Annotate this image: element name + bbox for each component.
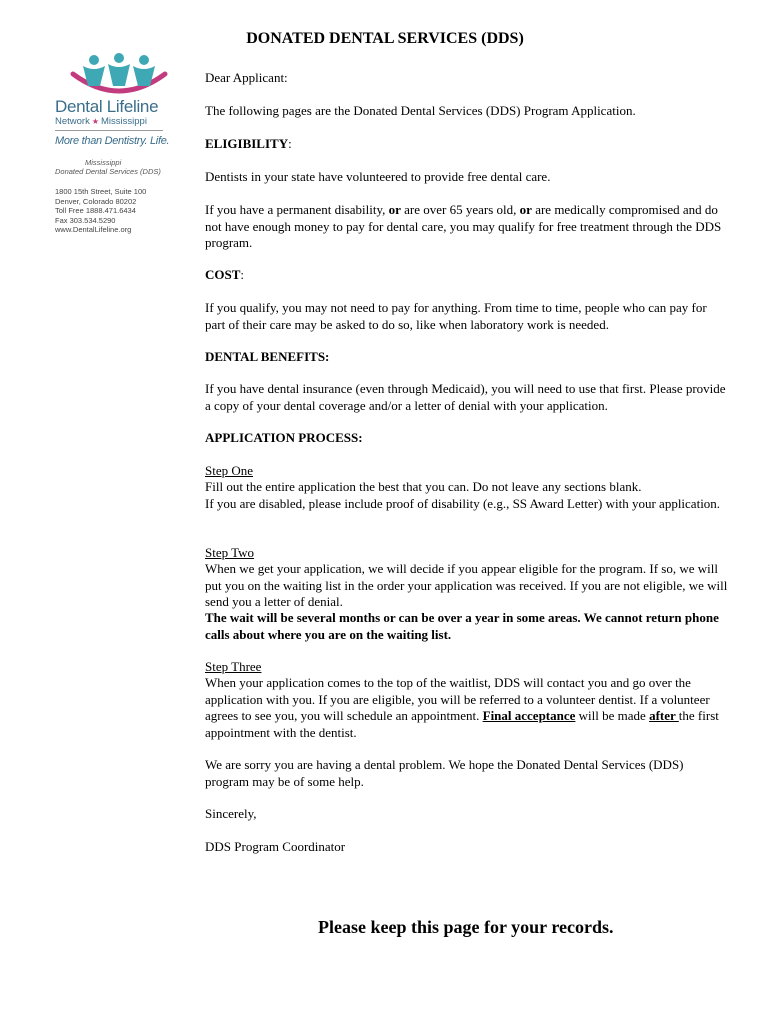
sincerely: Sincerely,	[205, 806, 257, 821]
tagline: More than Dentistry. Life.	[55, 135, 170, 147]
step-two-warning: The wait will be several months or can be over a year in some areas. We cannot return phone calls about where you are on the waiting list.	[205, 610, 719, 642]
cost-p1: If you qualify, you may not need to pay for anything. From time to time, people who can pay for part of their care may be asked to do so, like when laboratory work is needed.	[205, 300, 707, 332]
eligibility-heading-text: ELIGIBILITY	[205, 136, 289, 151]
greeting: Dear Applicant:	[205, 70, 288, 85]
closing-paragraph: We are sorry you are having a dental problem. We hope the Donated Dental Services (DDS) program may be of some help.	[205, 757, 684, 789]
program-name: Donated Dental Services (DDS)	[55, 167, 161, 176]
eligibility-heading: ELIGIBILITY:	[205, 136, 292, 151]
address-line: 1800 15th Street, Suite 100	[55, 187, 147, 196]
benefits-p1: If you have dental insurance (even through Medicaid), you will need to use that first. Please provide a copy of your dental coverage and/or a letter of denial with your application.	[205, 381, 726, 413]
network-label: Network	[55, 116, 90, 127]
program-block	[55, 158, 180, 176]
intro-paragraph: The following pages are the Donated Dental Services (DDS) Program Application.	[205, 103, 636, 118]
step-one-line2: If you are disabled, please include proof of disability (e.g., SS Award Letter) with your application.	[205, 496, 721, 511]
eligibility-p2: If you have a permanent disability, or are over 65 years old, or are medically compromised and do not have enough money to pay for dental care, you may qualify for free treatment through the DDS program.	[205, 202, 722, 250]
keep-records-note: Please keep this page for your records.	[318, 917, 614, 937]
cost-heading: COST:	[205, 267, 245, 282]
step-two-label: Step Two	[205, 545, 255, 560]
brand-network	[55, 116, 163, 131]
brand-name: Dental Lifeline	[55, 97, 159, 116]
step-three-label: Step Three	[205, 659, 262, 674]
signature: DDS Program Coordinator	[205, 839, 346, 854]
dental-lifeline-logo-icon	[69, 52, 169, 98]
step-two-text: When we get your application, we will decide if you appear eligible for the program. If so, we will put you on the waiting list in the order your application was received. If you are not eligible, we will send you a letter of denial.	[205, 561, 728, 609]
address-block	[55, 187, 180, 235]
document-title: DONATED DENTAL SERVICES (DDS)	[246, 30, 524, 47]
program-state: Mississippi	[85, 158, 122, 167]
step-one-label: Step One	[205, 463, 254, 478]
fax-line: Fax 303.534.5290	[55, 215, 116, 225]
network-state: Mississippi	[101, 116, 147, 127]
eligibility-p1: Dentists in your state have volunteered to provide free dental care.	[205, 169, 551, 184]
phone-line: Toll Free 1888.471.6434	[55, 206, 136, 215]
step-three-text: When your application comes to the top of the waitlist, DDS will contact you and go over the application with you. If you are eligible, you will be referred to a volunteer dentist. If a volunteer agrees to see you, you will schedule an appointment. Final acceptance will be made after the first appointment with the dentist.	[205, 675, 719, 740]
sidebar-letterhead	[55, 52, 180, 235]
step-one-line1: Fill out the entire application the best that you can. Do not leave any sections blank.	[205, 479, 642, 494]
website-line: www.DentalLifeline.org	[55, 225, 132, 234]
process-heading: APPLICATION PROCESS:	[205, 430, 363, 445]
star-icon: ★	[91, 117, 100, 126]
address-line: Denver, Colorado 80202	[55, 196, 137, 206]
benefits-heading: DENTAL BENEFITS:	[205, 349, 330, 364]
